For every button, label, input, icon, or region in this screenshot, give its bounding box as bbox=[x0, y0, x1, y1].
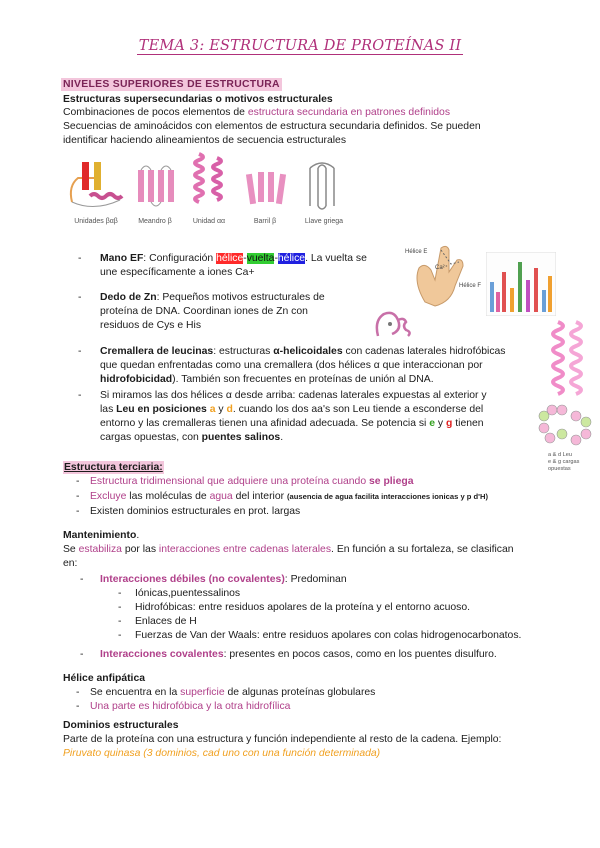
leucine-zipper-illustration bbox=[548, 318, 588, 402]
bullet-dash: - bbox=[78, 346, 82, 357]
mantenimiento-line2: en: bbox=[63, 558, 78, 569]
motif-caption: Llave griega bbox=[304, 217, 344, 225]
dominios-heading: Dominios estructurales bbox=[63, 720, 179, 731]
bullet-dash: - bbox=[80, 649, 84, 660]
bullet-dash: - bbox=[76, 476, 80, 487]
cremallera-line1: Cremallera de leucinas: estructuras α-helicoidales con cadenas laterales hidrofóbicas bbox=[100, 346, 506, 357]
bullet-dash: - bbox=[118, 602, 122, 613]
sub-item: Hidrofóbicas: entre residuos apolares de la proteína y el entorno acuoso. bbox=[135, 602, 471, 613]
bullet-dash: - bbox=[78, 292, 82, 303]
cremallera-line3: hidrofobicidad). También son frecuentes en proteínas de unión al DNA. bbox=[100, 374, 434, 385]
motif-caption: Barril β bbox=[253, 217, 277, 225]
motif-meandro-image bbox=[130, 156, 180, 216]
subheading-supersecundarias: Estructuras supersecundarias o motivos estructurales bbox=[63, 94, 333, 105]
cremallera-line4: Si miramos las dos hélices α desde arriba: cadenas laterales expuestas al exterior y bbox=[100, 390, 487, 401]
sub-item: Iónicas,puentessalinos bbox=[135, 588, 241, 599]
dedo-zn-line2: proteína de DNA. Coordinan iones de Zn con bbox=[100, 306, 308, 317]
sequence-logo bbox=[486, 252, 556, 316]
bullet-dash: - bbox=[76, 701, 80, 712]
leucine-zipper-image bbox=[548, 318, 588, 402]
page-title: TEMA 3: ESTRUCTURA DE PROTEÍNAS II bbox=[138, 38, 462, 54]
interacciones-covalentes: Interacciones covalentes: presentes en pocos casos, como en los puentes disulfuro. bbox=[100, 649, 497, 660]
dedo-zn-line1: Dedo de Zn: Pequeños motivos estructurales de bbox=[100, 292, 325, 303]
sequence-logo-image bbox=[486, 252, 556, 316]
interacciones-debiles: Interacciones débiles (no covalentes): Predominan bbox=[100, 574, 347, 585]
motif-barril bbox=[240, 156, 290, 228]
mano-ef-line2: une específicamente a iones Ca+ bbox=[100, 267, 255, 278]
niveles-line-1: Combinaciones de pocos elementos de estructura secundaria en patrones definidos bbox=[63, 107, 451, 118]
section-heading-niveles: NIVELES SUPERIORES DE ESTRUCTURA bbox=[63, 79, 280, 90]
bullet-dash: - bbox=[78, 390, 82, 401]
niveles-line-3: identificar haciendo alineamientos de secuencia estructurales bbox=[63, 135, 347, 146]
bullet-dash: - bbox=[76, 506, 80, 517]
mantenimiento-line1: Se estabiliza por las interacciones entre cadenas laterales. En función a su fortaleza, se clasifican bbox=[63, 544, 514, 555]
motif-alpha-alpha-image bbox=[185, 152, 233, 214]
motif-caption: Unidades βαβ bbox=[74, 217, 118, 225]
hand-label-ca: Ca²⁺ bbox=[435, 265, 448, 271]
bullet-dash: - bbox=[80, 574, 84, 585]
wheel-legend-line: e & g cargas bbox=[548, 459, 580, 465]
helice-heading: Hélice anfipática bbox=[63, 673, 146, 684]
wheel-legend-line: opuestas bbox=[548, 466, 571, 472]
motif-caption: Meandro β bbox=[138, 217, 172, 225]
helice-bullet-2: Una parte es hidrofóbica y la otra hidrofílica bbox=[90, 701, 291, 712]
cremallera-line6: entorno y las cremalleras tienen una afinidad adecuada. Se potencia si e y g tienen bbox=[100, 418, 484, 429]
motif-beta-alpha-beta bbox=[64, 156, 128, 228]
hand-label-helix-f: Hélice F bbox=[459, 283, 482, 289]
dominios-line2: Piruvato quinasa (3 dominios, cad uno con una función determinada) bbox=[63, 748, 381, 759]
motif-beta-alpha-beta-image bbox=[64, 156, 128, 216]
wheel-legend-line: a & d Leu bbox=[548, 452, 572, 458]
motif-caption: Unidad αα bbox=[192, 217, 226, 225]
mantenimiento-heading: Mantenimiento. bbox=[63, 530, 140, 541]
terciaria-bullet-1: Estructura tridimensional que adquiere una proteína cuando se pliega bbox=[90, 476, 414, 487]
bullet-dash: - bbox=[118, 630, 122, 641]
cremallera-line5: las Leu en posiciones a y d. cuando los dos aa's son Leu tiende a esconderse del bbox=[100, 404, 484, 415]
motif-barril-image bbox=[240, 156, 290, 216]
mano-ef-line1: Mano EF: Configuración hélice-vuelta-hélice. La vuelta se bbox=[100, 253, 367, 264]
bullet-dash: - bbox=[118, 616, 122, 627]
motif-meandro bbox=[130, 156, 180, 228]
cremallera-line7: cargas opuestas, con puentes salinos. bbox=[100, 432, 284, 443]
motif-llave-griega-image bbox=[296, 156, 352, 216]
motif-alpha-alpha bbox=[185, 152, 233, 228]
niveles-line-2: Secuencias de aminoácidos con elementos de estructura secundaria definidos. Se pueden bbox=[63, 121, 481, 132]
helice-bullet-1: Se encuentra en la superficie de algunas proteínas globulares bbox=[90, 687, 376, 698]
motif-llave-griega bbox=[296, 156, 352, 228]
dedo-zn-line3: residuos de Cys e His bbox=[100, 320, 202, 331]
terciaria-bullet-2: Excluye las moléculas de agua del interior (ausencia de agua facilita interacciones ionicas y p d'H) bbox=[90, 491, 488, 502]
bullet-dash: - bbox=[76, 687, 80, 698]
cremallera-line2: que quedan enfrentadas como una cremallera (dos hélices α que interaccionan por bbox=[100, 360, 483, 371]
bullet-dash: - bbox=[78, 253, 82, 264]
dominios-line1: Parte de la proteína con una estructura y función independiente al resto de la cadena. Ejemplo: bbox=[63, 734, 502, 745]
sub-item: Enlaces de H bbox=[135, 616, 197, 627]
bullet-dash: - bbox=[118, 588, 122, 599]
wheel-legend bbox=[548, 452, 579, 473]
section-heading-terciaria: Estructura terciaria: bbox=[64, 462, 163, 473]
terciaria-bullet-3: Existen dominios estructurales en prot. largas bbox=[90, 506, 301, 517]
sub-item: Fuerzas de Van der Waals: entre residuos apolares con colas hidrogenocarbonatos. bbox=[135, 630, 522, 641]
bullet-dash: - bbox=[76, 491, 80, 502]
hand-label-helix-e: Hélice E bbox=[405, 249, 428, 255]
